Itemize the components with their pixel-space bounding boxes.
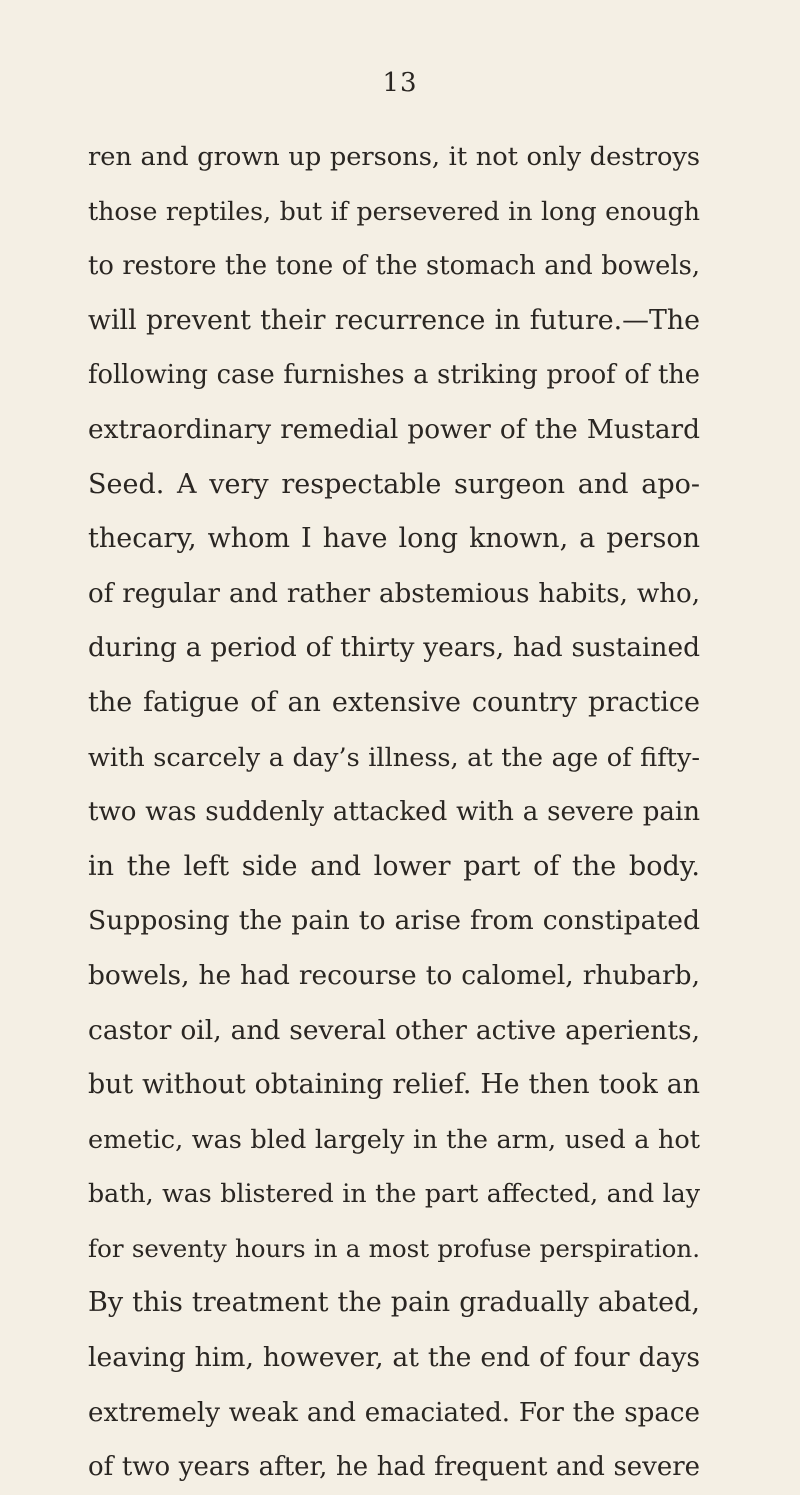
text-line: those reptiles, but if persevered in long enough (88, 196, 700, 226)
text-line: extremely weak and emaciated. For the space (88, 1397, 700, 1428)
page-number: 13 (382, 68, 418, 98)
text-line: of two years after, he had frequent and severe (88, 1452, 700, 1483)
text-line: to restore the tone of the stomach and bowels, (88, 251, 700, 282)
text-line: will prevent their recurrence in future.—The (88, 304, 700, 336)
body-text (88, 130, 700, 1495)
text-line: bath, was blistered in the part affected, and lay (88, 1179, 700, 1209)
text-line: during a period of thirty years, had sustained (88, 632, 700, 664)
text-line: leaving him, however, at the end of four days (88, 1342, 700, 1374)
text-line: with scarcely a day’s illness, at the age of fifty- (88, 742, 700, 773)
text-line: ren and grown up persons, it not only destroys (88, 142, 700, 172)
text-line: thecary, whom I have long known, a person (88, 523, 700, 555)
text-line: in the left side and lower part of the body. (88, 850, 700, 882)
text-line: of regular and rather abstemious habits, who, (88, 578, 700, 609)
text-line: but without obtaining relief. He then took an (88, 1069, 700, 1101)
text-line: two was suddenly attacked with a severe pain (88, 797, 700, 828)
text-line: for seventy hours in a most profuse perspiration. (88, 1233, 700, 1263)
text-line: following case furnishes a striking proof of the (88, 360, 700, 391)
text-line: extraordinary remedial power of the Mustard (88, 414, 700, 445)
text-line: bowels, he had recourse to calomel, rhubarb, (88, 959, 700, 991)
text-line: the fatigue of an extensive country practice (88, 686, 700, 718)
text-line: By this treatment the pain gradually abated, (88, 1287, 700, 1319)
text-line: Seed. A very respectable surgeon and apo- (88, 468, 700, 500)
text-line: Supposing the pain to arise from constipated (88, 905, 700, 937)
text-line: emetic, was bled largely in the arm, used a hot (88, 1124, 700, 1155)
text-line: castor oil, and several other active aperients, (88, 1014, 700, 1046)
